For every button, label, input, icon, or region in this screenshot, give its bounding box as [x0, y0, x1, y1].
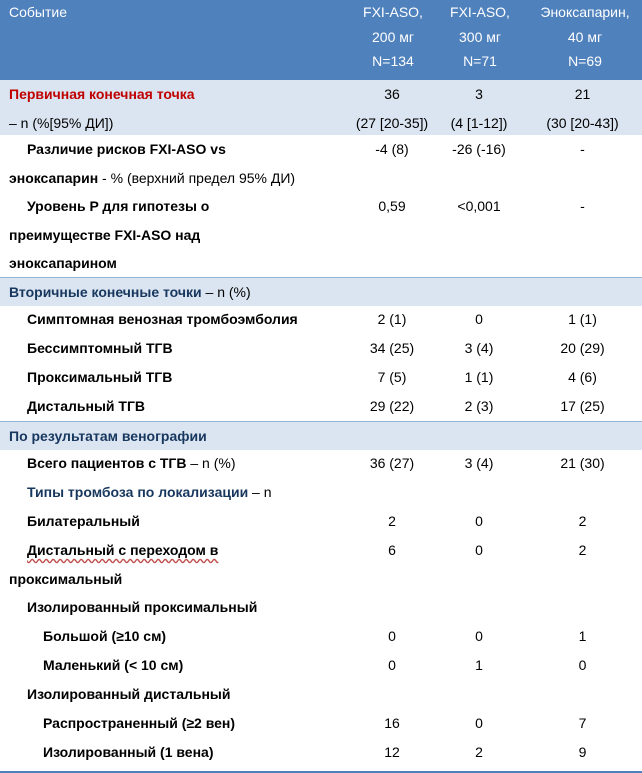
primary-endpoint-unit: – n (%[95% ДИ]) [9, 114, 114, 131]
table-row-bilateral: Билатеральный 2 0 2 [27, 513, 587, 529]
table-row-secondary-endpoints: Вторичные конечные точки – n (%) [0, 277, 642, 306]
table-row-total-dvt: Всего пациентов с ТГВ – n (%) 36 (27) 3 (4) 21 (30) [27, 455, 605, 471]
primary-endpoint-title: Первичная конечная точка [9, 86, 195, 102]
table-row-risk-difference: Различие рисков FXI-ASO vs эноксапарин - % (верхний предел 95% ДИ) -4 (8) -26 (-16) - [9, 141, 585, 186]
table-row-large: Большой (≥10 см) 0 0 1 [43, 628, 587, 644]
table-row-venography [0, 421, 642, 450]
table-row-distal-dvt: Дистальный ТГВ 29 (22) 2 (3) 17 (25) [27, 398, 605, 414]
table-row-small: Маленький (< 10 см) 0 1 0 [43, 657, 587, 673]
header-enoxaparin: Эноксапарин, 40 мг N=69 [540, 4, 630, 69]
header-event: Событие [9, 4, 67, 20]
table-row-proximal-dvt: Проксимальный ТГВ 7 (5) 1 (1) 4 (6) [27, 369, 597, 385]
header-fxi-200: FXI-ASO, 200 мг N=134 [363, 4, 423, 69]
table-row-thrombosis-types: Типы тромбоза по локализации – n [27, 484, 272, 500]
venography-title: По результатам венографии [9, 428, 207, 444]
table-row-isolated-one-vein: Изолированный (1 вена) 12 2 9 [43, 744, 587, 760]
table-row-primary-endpoint: Первичная конечная точка – n (%[95% ДИ]) 36 (27 [20-35]) 3 (4 [1-12]) 21 (30 [20-43]) [0, 80, 642, 135]
table-row-widespread: Распространенный (≥2 вен) 16 0 7 [43, 715, 587, 731]
table-row-isolated-distal: Изолированный дистальный [27, 686, 231, 702]
table-header [0, 0, 642, 85]
table-row-distal-to-proximal: Дистальный с переходом в проксимальный 6 0 2 [9, 542, 587, 587]
table-row-isolated-proximal: Изолированный проксимальный [27, 599, 258, 615]
table-row-p-level: Уровень P для гипотезы о преимуществе FXI-ASO над эноксапарином 0,59 <0,001 - [9, 198, 585, 271]
table-row-symptomatic-vte: Симптомная венозная тромбоэмболия 2 (1) 0 1 (1) [27, 311, 597, 327]
table-row-asymptomatic-dvt: Бессимптомный ТГВ 34 (25) 3 (4) 20 (29) [27, 340, 605, 356]
secondary-endpoints-title: Вторичные конечные точки [9, 284, 202, 300]
header-fxi-300: FXI-ASO, 300 мг N=71 [450, 4, 510, 69]
